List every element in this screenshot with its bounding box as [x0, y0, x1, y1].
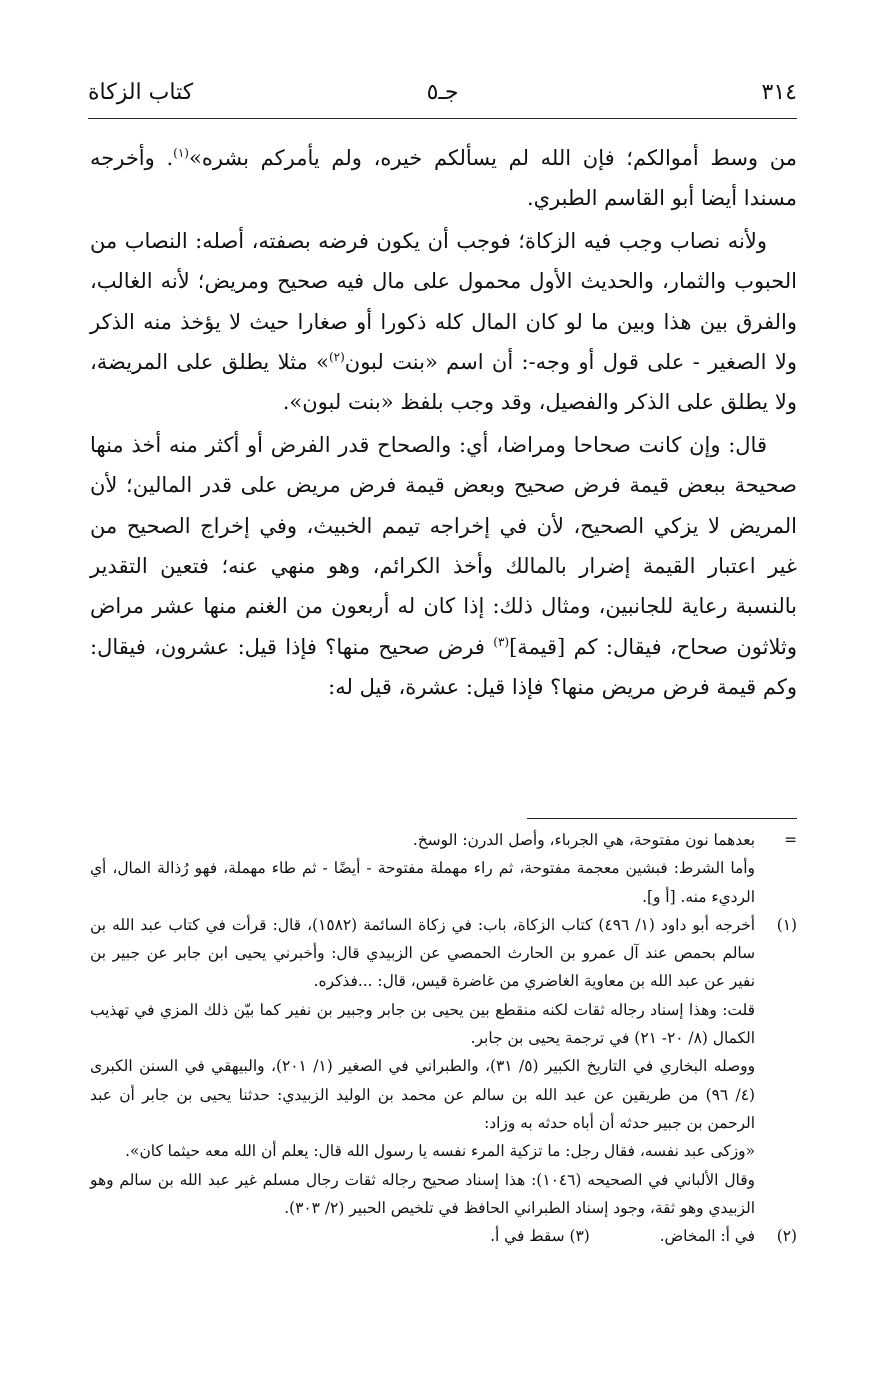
volume-number: جـ٥: [426, 80, 459, 105]
footnote-3-text: سقط في أ.: [490, 1227, 565, 1246]
paragraph-3-text-a: قال: وإن كانت صحاحا ومراضا، أي: والصحاح قدر الفرض أو أكثر منه أخذ منها صحيحة ببعض قيمة فرض صحيح وبعض قيمة فرض مريض على قدر المالين؛ لأن المريض لا يزكي الصحيح، لأن في إخراجه تيمم الخبيث، وفي إخراج الصحيح من غير اعتبار القيمة إضرار بالمالك وأخذ الكرائم، وهو منهي عنه؛ فتعين التقدير بالنسبة رعاية للجانبين، ومثال ذلك: إذا كان له أربعون من الغنم منها عشر مراض وثلاثون صحاح، فيقال: كم [قيمة]: [90, 432, 797, 659]
paragraph-1-text-b: . وأخرجه مسندا أيضا أبو القاسم الطبري.: [90, 146, 797, 211]
paragraph-2-text-b: » مثلا يطلق على المريضة، ولا يطلق على الذكر والفصيل، وقد وجب بلفظ «بنت لبون».: [90, 350, 797, 415]
footnote-line: أخرجه أبو داود (١/ ٤٩٦) كتاب الزكاة، باب: في زكاة السائمة (١٥٨٢)، قال: قرأت في كتاب عبد الله بن سالم بحمص عند آل عمرو بن الحارث الحمصي عن الزبيدي قال: وأخبرني يحيى ابن جابر عن جبير بن نفير عن عبد الله بن معاوية الغاضري من غاضرة قيس، قال: ...فذكره.: [90, 915, 756, 991]
main-text: [90, 138, 797, 710]
footnote-2-3-row: [90, 1222, 797, 1250]
continuation-marker: =: [784, 831, 797, 849]
footnote-line: وأما الشرط: فبشين معجمة مفتوحة، ثم راء مهملة مفتوحة - أيضًا - ثم طاء مهملة، فهو رُذالة المال، أي الرديء منه. [أ و].: [90, 859, 755, 906]
page-number: ٣١٤: [761, 80, 797, 105]
footnote-line: وقال الألباني في الصحيحه (١٠٤٦): هذا إسناد صحيح رجاله ثقات رجال مسلم غير عبد الله بن سالم وهو الزبيدي وهو ثقة، وجود إسناد الطبراني الحافظ في تلخيص الحبير (٢/ ٣٠٣).: [90, 1170, 755, 1217]
footnote-2-marker: (٢): [776, 1227, 797, 1246]
footnote-line: ووصله البخاري في التاريخ الكبير (٥/ ٣١)، والطبراني في الصغير (١/ ٢٠١)، والبيهقي في السنن الكبرى (٤/ ٩٦) من طريقين عن عبد الله بن سالم عن محمد بن الوليد الزبيدي: حدثنا يحيى بن جابر أن عبد الرحمن بن جبير حدثه أن أباه حدثه به وزاد:: [90, 1057, 756, 1132]
paragraph-2: [90, 221, 797, 423]
paragraph-1: [90, 138, 797, 219]
footnote-1-marker: (١): [776, 915, 797, 934]
footnote-ref-3: (٣): [493, 634, 510, 649]
paragraph-3: [90, 425, 797, 708]
footnote-line: «وزكى عبد نفسه، فقال رجل: ما تزكية المرء نفسه يا رسول الله قال: يعلم أن الله معه حيثما كان».: [125, 1142, 755, 1161]
footnote-2-text: في أ: المخاض.: [659, 1227, 755, 1246]
footnote-1: [90, 911, 797, 1222]
footnote-line: قلت: وهذا إسناد رجاله ثقات لكنه منقطع بين يحيى بن جابر وجبير بن نفير كما بيّن ذلك المزي في تهذيب الكمال (٨/ ٢٠- ٢١) في ترجمة يحيى بن جابر.: [90, 1000, 755, 1048]
footnote-continuation: [90, 826, 797, 911]
paragraph-1-text-a: من وسط أموالكم؛ فإن الله لم يسألكم خيره، ولم يأمركم بشره»: [188, 146, 797, 170]
footnotes: [90, 826, 797, 1250]
footnote-line: بعدهما نون مفتوحة، هي الجرباء، وأصل الدرن: الوسخ.: [412, 831, 755, 849]
paragraph-2-text-a: ولأنه نصاب وجب فيه الزكاة؛ فوجب أن يكون فرضه بصفته، أصله: النصاب من الحبوب والثمار، والحديث الأول محمول على مال فيه صحيح ومريض؛ لأنه الغالب، والفرق بين هذا وبين ما لو كان المال كله ذكورا أو صغارا حيث لا يؤخذ منه الذكر ولا الصغير - على قول أو وجه-: أن اسم «بنت لبون: [90, 228, 797, 375]
book-title: كتاب الزكاة: [88, 80, 194, 105]
footnote-separator: [527, 818, 797, 819]
footnote-ref-2: (٢): [328, 350, 345, 365]
paragraph-3-text-b: فرض صحيح منها؟ فإذا قيل: عشرون، فيقال: وكم قيمة فرض مريض منها؟ فإذا قيل: عشرة، قيل له:: [90, 634, 797, 700]
footnote-ref-1: (١): [173, 146, 189, 160]
footnote-3-marker: (٣): [569, 1227, 590, 1246]
running-header: [88, 76, 797, 119]
